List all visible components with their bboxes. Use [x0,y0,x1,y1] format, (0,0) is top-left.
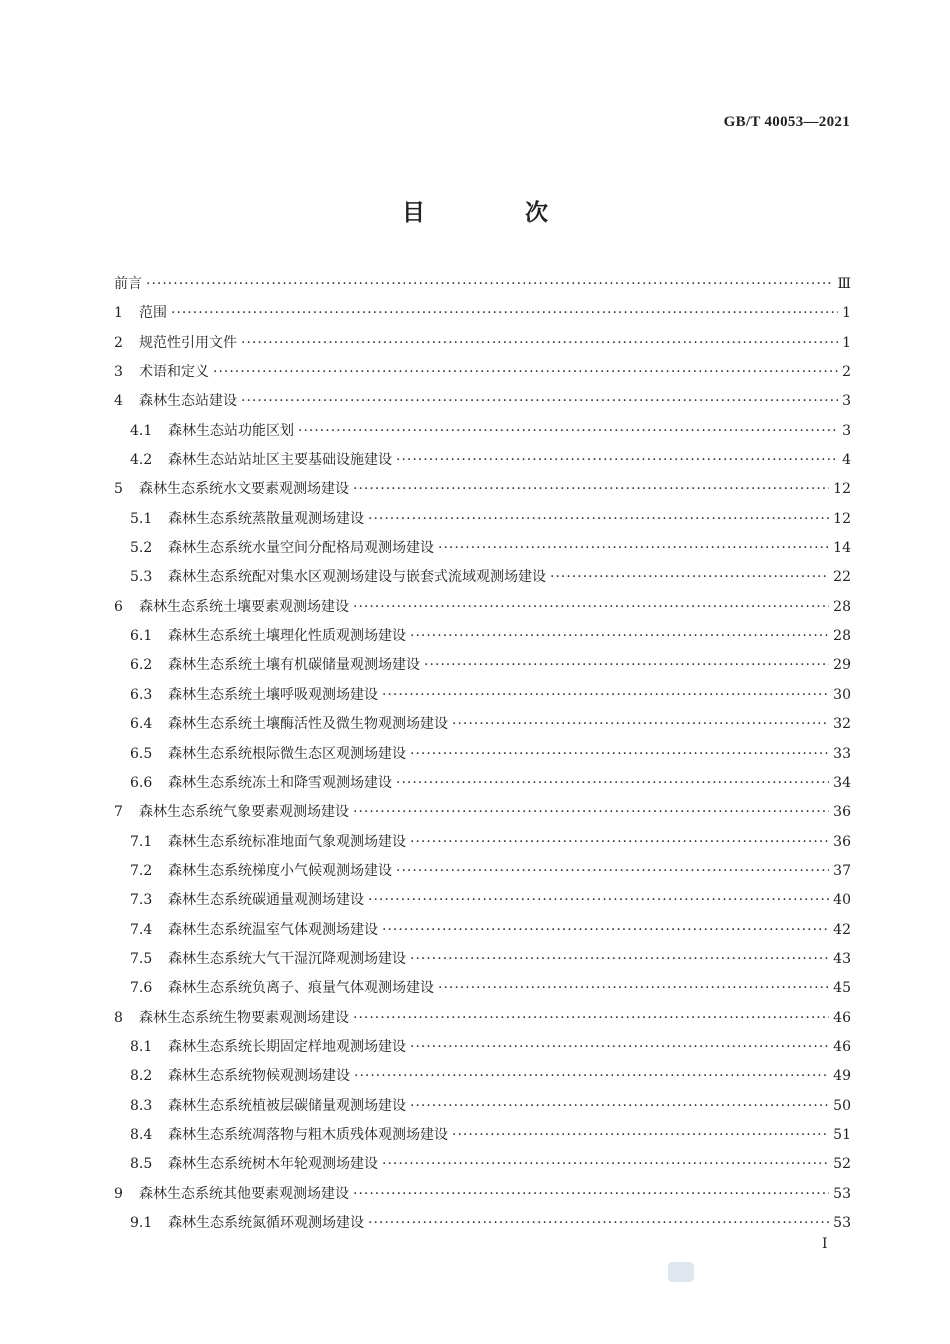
toc-entry-page: 3 [842,422,851,439]
toc-entry-page: Ⅲ [837,276,851,292]
toc-entry-page: 1 [842,305,851,322]
toc-entry[interactable] [114,886,851,915]
toc-entry-label: 森林生态系统碳通量观测场建设 [168,892,364,909]
toc-entry-label: 森林生态站建设 [139,393,237,410]
toc-dot-leader [353,1180,829,1209]
toc-entry-page: 33 [833,745,851,762]
toc-entry[interactable] [114,299,851,328]
toc-entry-page: 28 [833,628,851,645]
toc-entry-label: 森林生态系统氮循环观测场建设 [168,1215,364,1231]
toc-entry[interactable] [114,534,851,563]
toc-entry-number: 7.4 [130,921,153,938]
toc-dot-leader [410,1092,829,1121]
toc-entry-number: 8.2 [130,1068,153,1085]
toc-entry-number: 2 [114,334,123,351]
toc-dot-leader [410,945,829,974]
toc-entry-label: 森林生态系统蒸散量观测场建设 [168,510,364,527]
toc-entry-number: 4 [114,393,123,410]
toc-entry-number: 6.3 [130,686,153,703]
toc-dot-leader [146,270,833,299]
toc-entry-number: 6.4 [130,716,153,733]
toc-entry-page: 12 [833,510,851,527]
toc-entry-label: 森林生态系统标准地面气象观测场建设 [168,833,406,850]
toc-entry-label: 森林生态系统水文要素观测场建设 [139,481,349,498]
table-of-contents [114,270,851,1238]
toc-entry-number: 4.2 [130,452,153,469]
toc-entry-page: 36 [833,804,851,821]
toc-dot-leader [353,475,829,504]
toc-entry-number: 8.1 [130,1038,153,1055]
toc-entry-label: 森林生态系统土壤要素观测场建设 [139,598,349,615]
toc-entry-label: 森林生态系统水量空间分配格局观测场建设 [168,540,434,557]
toc-entry-page: 14 [833,540,851,557]
toc-entry-number: 5.1 [130,510,153,527]
toc-dot-leader [368,886,829,915]
toc-entry-page: 34 [833,774,851,791]
toc-dot-leader [410,622,829,651]
toc-entry-label: 森林生态系统长期固定样地观测场建设 [168,1038,406,1055]
toc-entry-page: 22 [833,569,851,586]
toc-entry[interactable] [114,270,851,299]
toc-entry[interactable] [114,387,851,416]
toc-entry-number: 8.4 [130,1126,153,1143]
toc-dot-leader [410,740,829,769]
toc-dot-leader [424,651,829,680]
toc-entry-page: 2 [842,364,851,381]
toc-dot-leader [368,1209,829,1238]
toc-entry[interactable] [114,505,851,534]
toc-dot-leader [382,916,829,945]
toc-entry-page: 45 [833,980,851,997]
toc-entry-number: 1 [114,305,123,322]
toc-entry-label: 森林生态系统配对集水区观测场建设与嵌套式流域观测场建设 [168,569,546,586]
toc-entry[interactable] [114,1004,851,1033]
toc-entry-number: 7.5 [130,950,153,967]
toc-entry-label: 森林生态系统大气干湿沉降观测场建设 [168,950,406,967]
toc-entry-number: 5.3 [130,569,153,586]
toc-entry-number: 5.2 [130,540,153,557]
toc-entry-label: 森林生态系统温室气体观测场建设 [168,921,378,938]
toc-entry-number: 8.3 [130,1097,153,1114]
toc-dot-leader [171,299,838,328]
toc-dot-leader [396,769,829,798]
toc-dot-leader [354,1062,829,1091]
toc-dot-leader [353,798,829,827]
toc-entry-page: 51 [833,1126,851,1143]
toc-dot-leader [410,1033,829,1062]
toc-dot-leader [438,974,829,1003]
toc-entry-number: 9.1 [130,1215,153,1231]
toc-dot-leader [241,329,838,358]
toc-entry[interactable] [114,974,851,1003]
toc-dot-leader [353,593,829,622]
toc-entry-label: 森林生态系统土壤有机碳储量观测场建设 [168,657,420,674]
toc-dot-leader [550,563,829,592]
toc-entry-page: 53 [833,1215,851,1231]
toc-entry-label: 森林生态系统根际微生态区观测场建设 [168,745,406,762]
toc-entry-label: 森林生态系统冻土和降雪观测场建设 [168,774,392,791]
toc-entry-label: 森林生态系统土壤理化性质观测场建设 [168,628,406,645]
toc-entry-page: 28 [833,598,851,615]
toc-dot-leader [382,1150,829,1179]
toc-entry-label: 森林生态系统物候观测场建设 [168,1068,350,1085]
toc-entry[interactable] [114,828,851,857]
toc-entry-page: 37 [833,862,851,879]
toc-entry-page: 46 [833,1009,851,1026]
toc-entry-label: 森林生态系统梯度小气候观测场建设 [168,862,392,879]
toc-entry-page: 49 [833,1068,851,1085]
toc-entry-label: 范围 [139,305,167,322]
toc-entry[interactable] [114,945,851,974]
toc-entry[interactable] [114,769,851,798]
toc-entry-label: 森林生态站站址区主要基础设施建设 [168,452,392,469]
toc-entry[interactable] [114,593,851,622]
toc-entry-label: 森林生态系统负离子、痕量气体观测场建设 [168,980,434,997]
toc-entry-number: 7.3 [130,892,153,909]
toc-dot-leader [396,446,838,475]
toc-entry[interactable] [114,417,851,446]
sac-logo-watermark [668,1262,694,1282]
toc-dot-leader [353,1004,829,1033]
toc-entry-number: 6 [114,598,123,615]
toc-dot-leader [452,1121,829,1150]
toc-entry-number: 7.6 [130,980,153,997]
toc-entry-page: 52 [833,1156,851,1173]
toc-entry-label: 森林生态系统树木年轮观测场建设 [168,1156,378,1173]
toc-entry[interactable] [114,651,851,680]
toc-entry[interactable] [114,1062,851,1091]
toc-entry-number: 9 [114,1185,123,1202]
toc-entry-label: 前言 [114,276,142,292]
toc-entry[interactable] [114,563,851,592]
toc-entry[interactable] [114,1033,851,1062]
toc-dot-leader [368,505,829,534]
toc-dot-leader [396,857,829,886]
toc-entry[interactable] [114,916,851,945]
toc-dot-leader [241,387,838,416]
toc-entry[interactable] [114,1180,851,1209]
toc-entry-number: 4.1 [130,422,153,439]
toc-entry[interactable] [114,329,851,358]
toc-entry-page: 3 [842,393,851,410]
toc-dot-leader [452,710,829,739]
toc-entry-number: 7.1 [130,833,153,850]
toc-entry[interactable] [114,857,851,886]
toc-entry-number: 7 [114,804,123,821]
toc-dot-leader [213,358,838,387]
toc-entry[interactable] [114,1150,851,1179]
toc-entry-page: 29 [833,657,851,674]
toc-entry-page: 40 [833,892,851,909]
toc-entry[interactable] [114,475,851,504]
toc-entry-page: 32 [833,716,851,733]
toc-dot-leader [298,417,838,446]
toc-entry-label: 术语和定义 [139,364,209,381]
toc-entry-label: 规范性引用文件 [139,334,237,351]
toc-entry-label: 森林生态系统凋落物与粗木质残体观测场建设 [168,1126,448,1143]
toc-dot-leader [410,828,829,857]
toc-dot-leader [438,534,829,563]
toc-entry-label: 森林生态系统土壤呼吸观测场建设 [168,686,378,703]
toc-entry[interactable] [114,740,851,769]
toc-entry-page: 30 [833,686,851,703]
standard-code: GB/T 40053—2021 [723,114,850,130]
toc-entry[interactable] [114,358,851,387]
toc-entry[interactable] [114,710,851,739]
toc-entry-page: 46 [833,1038,851,1055]
toc-entry-label: 森林生态站功能区划 [168,422,294,439]
toc-entry-number: 5 [114,481,123,498]
toc-entry-page: 50 [833,1097,851,1114]
toc-entry[interactable] [114,1092,851,1121]
toc-entry[interactable] [114,681,851,710]
toc-entry-label: 森林生态系统生物要素观测场建设 [139,1009,349,1026]
toc-entry[interactable] [114,446,851,475]
toc-entry[interactable] [114,1209,851,1238]
toc-entry-page: 1 [842,334,851,351]
toc-entry-label: 森林生态系统其他要素观测场建设 [139,1185,349,1202]
toc-entry-label: 森林生态系统植被层碳储量观测场建设 [168,1097,406,1114]
toc-entry-page: 12 [833,481,851,498]
toc-entry[interactable] [114,1121,851,1150]
toc-entry-page: 53 [833,1185,851,1202]
toc-entry[interactable] [114,798,851,827]
page-title: 目 次 [401,200,594,226]
toc-entry-number: 7.2 [130,862,153,879]
toc-entry-number: 3 [114,364,123,381]
toc-entry-number: 6.1 [130,628,153,645]
toc-entry-number: 6.5 [130,745,153,762]
toc-entry-page: 42 [833,921,851,938]
toc-entry-number: 8.5 [130,1156,153,1173]
toc-entry-label: 森林生态系统气象要素观测场建设 [139,804,349,821]
toc-entry-label: 森林生态系统土壤酶活性及微生物观测场建设 [168,716,448,733]
toc-entry-page: 43 [833,950,851,967]
toc-entry-page: 4 [842,452,851,469]
toc-entry-number: 6.6 [130,774,153,791]
page-number: Ⅰ [822,1236,828,1252]
toc-dot-leader [382,681,829,710]
toc-entry[interactable] [114,622,851,651]
toc-entry-page: 36 [833,833,851,850]
toc-entry-number: 6.2 [130,657,153,674]
toc-entry-number: 8 [114,1009,123,1026]
